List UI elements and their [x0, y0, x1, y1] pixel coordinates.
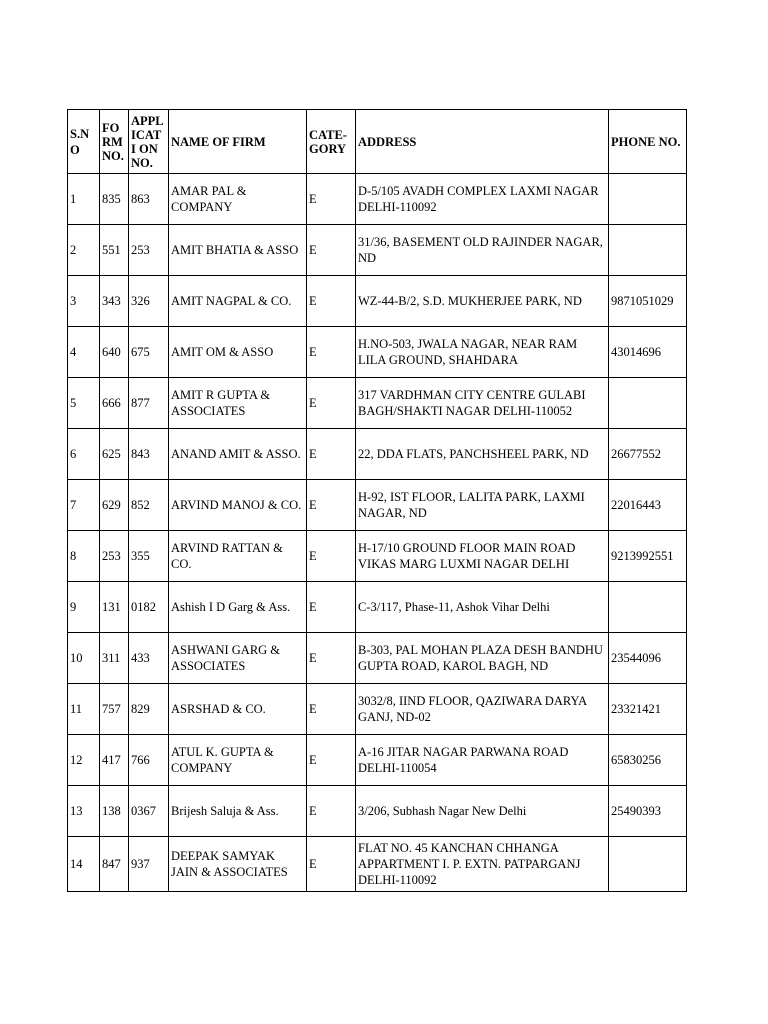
- cell-firm-name: AMIT NAGPAL & CO.: [169, 276, 307, 327]
- cell-application-no: 863: [129, 174, 169, 225]
- cell-phone: [609, 837, 687, 892]
- cell-firm-name: AMIT OM & ASSO: [169, 327, 307, 378]
- cell-application-no: 355: [129, 531, 169, 582]
- cell-firm-name: DEEPAK SAMYAK JAIN & ASSOCIATES: [169, 837, 307, 892]
- cell-firm-name: ATUL K. GUPTA & COMPANY: [169, 735, 307, 786]
- cell-category: E: [307, 327, 356, 378]
- cell-address: 22, DDA FLATS, PANCHSHEEL PARK, ND: [356, 429, 609, 480]
- header-name-of-firm: NAME OF FIRM: [169, 110, 307, 174]
- cell-form-no: 835: [100, 174, 129, 225]
- cell-firm-name: ARVIND RATTAN & CO.: [169, 531, 307, 582]
- cell-application-no: 843: [129, 429, 169, 480]
- cell-form-no: 757: [100, 684, 129, 735]
- cell-form-no: 640: [100, 327, 129, 378]
- cell-application-no: 326: [129, 276, 169, 327]
- cell-phone: 22016443: [609, 480, 687, 531]
- table-row: [68, 684, 687, 735]
- header-sno: S.NO: [68, 110, 100, 174]
- cell-sno: 14: [68, 837, 100, 892]
- table-row: [68, 276, 687, 327]
- cell-category: E: [307, 786, 356, 837]
- cell-sno: 8: [68, 531, 100, 582]
- cell-address: 317 VARDHMAN CITY CENTRE GULABI BAGH/SHAKTI NAGAR DELHI-110052: [356, 378, 609, 429]
- cell-sno: 7: [68, 480, 100, 531]
- cell-category: E: [307, 531, 356, 582]
- cell-category: E: [307, 378, 356, 429]
- cell-phone: 9213992551: [609, 531, 687, 582]
- cell-sno: 3: [68, 276, 100, 327]
- cell-form-no: 847: [100, 837, 129, 892]
- table-row: [68, 633, 687, 684]
- table-row: [68, 837, 687, 892]
- table-row: [68, 429, 687, 480]
- cell-application-no: 937: [129, 837, 169, 892]
- cell-phone: [609, 582, 687, 633]
- cell-application-no: 253: [129, 225, 169, 276]
- header-address: ADDRESS: [356, 110, 609, 174]
- cell-phone: 23321421: [609, 684, 687, 735]
- cell-phone: 43014696: [609, 327, 687, 378]
- table-row: [68, 480, 687, 531]
- header-row: [68, 110, 687, 174]
- cell-form-no: 253: [100, 531, 129, 582]
- cell-form-no: 629: [100, 480, 129, 531]
- cell-application-no: 433: [129, 633, 169, 684]
- cell-phone: [609, 174, 687, 225]
- cell-application-no: 675: [129, 327, 169, 378]
- cell-category: E: [307, 735, 356, 786]
- cell-address: WZ-44-B/2, S.D. MUKHERJEE PARK, ND: [356, 276, 609, 327]
- cell-address: A-16 JITAR NAGAR PARWANA ROAD DELHI-110054: [356, 735, 609, 786]
- cell-application-no: 852: [129, 480, 169, 531]
- firm-list-table: [67, 109, 687, 892]
- cell-form-no: 551: [100, 225, 129, 276]
- cell-category: E: [307, 480, 356, 531]
- cell-form-no: 417: [100, 735, 129, 786]
- table-row: [68, 786, 687, 837]
- cell-form-no: 138: [100, 786, 129, 837]
- cell-firm-name: ASRSHAD & CO.: [169, 684, 307, 735]
- cell-sno: 1: [68, 174, 100, 225]
- cell-category: E: [307, 582, 356, 633]
- cell-address: D-5/105 AVADH COMPLEX LAXMI NAGAR DELHI-110092: [356, 174, 609, 225]
- cell-address: H-17/10 GROUND FLOOR MAIN ROAD VIKAS MARG LUXMI NAGAR DELHI: [356, 531, 609, 582]
- header-form-no: FO RM NO.: [100, 110, 129, 174]
- cell-address: H-92, IST FLOOR, LALITA PARK, LAXMI NAGAR, ND: [356, 480, 609, 531]
- cell-form-no: 343: [100, 276, 129, 327]
- table-row: [68, 531, 687, 582]
- cell-form-no: 625: [100, 429, 129, 480]
- table-body: [68, 174, 687, 892]
- cell-phone: [609, 378, 687, 429]
- cell-application-no: 0182: [129, 582, 169, 633]
- table-row: [68, 327, 687, 378]
- cell-phone: 26677552: [609, 429, 687, 480]
- cell-address: 31/36, BASEMENT OLD RAJINDER NAGAR, ND: [356, 225, 609, 276]
- cell-category: E: [307, 276, 356, 327]
- cell-category: E: [307, 684, 356, 735]
- cell-sno: 2: [68, 225, 100, 276]
- header-category: CATE- GORY: [307, 110, 356, 174]
- cell-phone: 25490393: [609, 786, 687, 837]
- cell-sno: 11: [68, 684, 100, 735]
- cell-application-no: 0367: [129, 786, 169, 837]
- cell-address: 3032/8, IIND FLOOR, QAZIWARA DARYA GANJ, ND-02: [356, 684, 609, 735]
- table-row: [68, 378, 687, 429]
- cell-address: H.NO-503, JWALA NAGAR, NEAR RAM LILA GROUND, SHAHDARA: [356, 327, 609, 378]
- table-row: [68, 582, 687, 633]
- cell-firm-name: AMIT BHATIA & ASSO: [169, 225, 307, 276]
- table-row: [68, 174, 687, 225]
- header-phone-no: PHONE NO.: [609, 110, 687, 174]
- cell-category: E: [307, 225, 356, 276]
- cell-firm-name: ASHWANI GARG & ASSOCIATES: [169, 633, 307, 684]
- cell-sno: 6: [68, 429, 100, 480]
- cell-firm-name: Ashish I D Garg & Ass.: [169, 582, 307, 633]
- cell-firm-name: ANAND AMIT & ASSO.: [169, 429, 307, 480]
- cell-category: E: [307, 837, 356, 892]
- header-application-no: APPL ICATI ON NO.: [129, 110, 169, 174]
- cell-application-no: 829: [129, 684, 169, 735]
- cell-application-no: 877: [129, 378, 169, 429]
- cell-category: E: [307, 429, 356, 480]
- cell-category: E: [307, 174, 356, 225]
- cell-phone: 23544096: [609, 633, 687, 684]
- cell-form-no: 131: [100, 582, 129, 633]
- cell-form-no: 311: [100, 633, 129, 684]
- cell-category: E: [307, 633, 356, 684]
- cell-firm-name: AMIT R GUPTA & ASSOCIATES: [169, 378, 307, 429]
- cell-sno: 9: [68, 582, 100, 633]
- cell-firm-name: ARVIND MANOJ & CO.: [169, 480, 307, 531]
- cell-address: C-3/117, Phase-11, Ashok Vihar Delhi: [356, 582, 609, 633]
- cell-form-no: 666: [100, 378, 129, 429]
- cell-phone: [609, 225, 687, 276]
- table-row: [68, 735, 687, 786]
- cell-address: FLAT NO. 45 KANCHAN CHHANGA APPARTMENT I. P. EXTN. PATPARGANJ DELHI-110092: [356, 837, 609, 892]
- cell-address: 3/206, Subhash Nagar New Delhi: [356, 786, 609, 837]
- cell-sno: 4: [68, 327, 100, 378]
- cell-phone: 65830256: [609, 735, 687, 786]
- cell-sno: 12: [68, 735, 100, 786]
- cell-phone: 9871051029: [609, 276, 687, 327]
- cell-application-no: 766: [129, 735, 169, 786]
- cell-sno: 5: [68, 378, 100, 429]
- table-row: [68, 225, 687, 276]
- cell-sno: 10: [68, 633, 100, 684]
- cell-firm-name: Brijesh Saluja & Ass.: [169, 786, 307, 837]
- cell-sno: 13: [68, 786, 100, 837]
- cell-address: B-303, PAL MOHAN PLAZA DESH BANDHU GUPTA ROAD, KAROL BAGH, ND: [356, 633, 609, 684]
- cell-firm-name: AMAR PAL & COMPANY: [169, 174, 307, 225]
